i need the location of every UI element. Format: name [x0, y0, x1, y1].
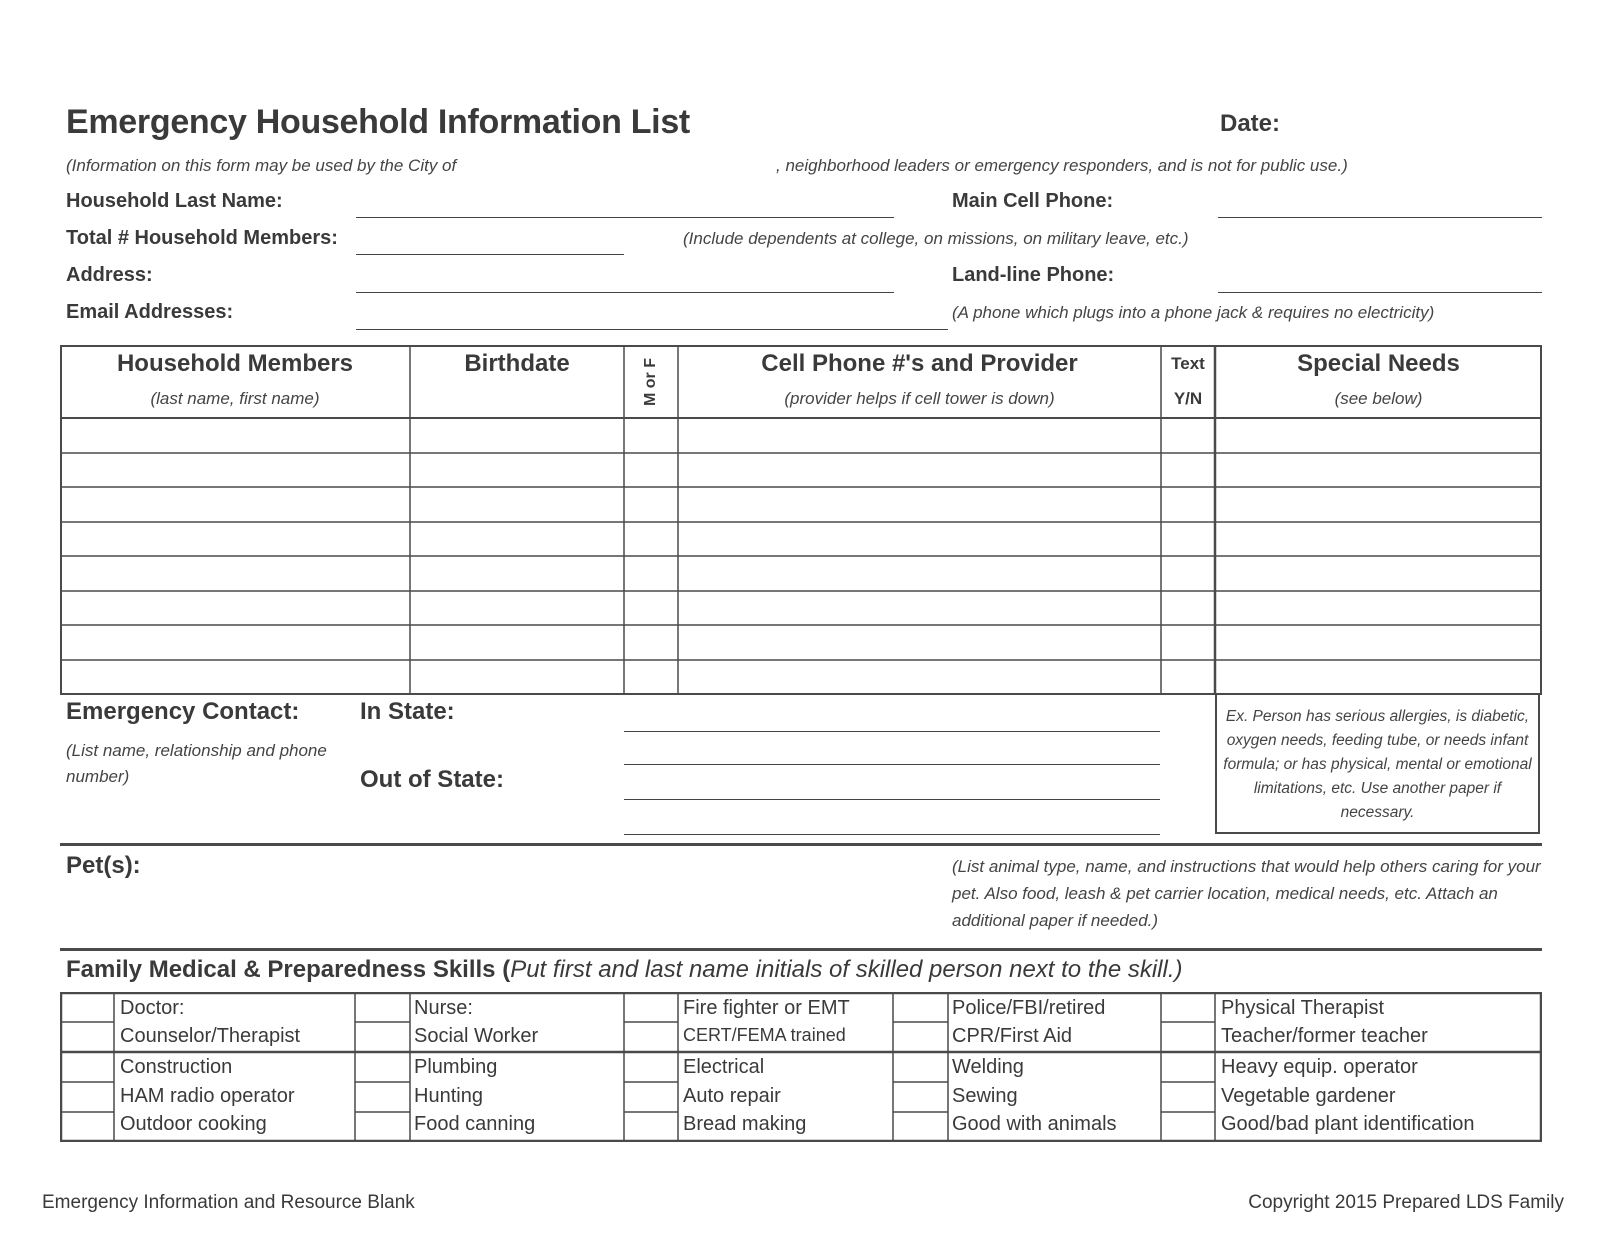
last-name-label: Household Last Name:: [66, 190, 283, 212]
skill-plant-id: Good/bad plant identification: [1221, 1113, 1475, 1135]
special-needs-example: Ex. Person has serious allergies, is diabetic, oxygen needs, feeding tube, or needs infant formula; or has physical, mental or emotional limitations, etc. Use another paper if necessary.: [1223, 708, 1532, 821]
pets-divider: [60, 843, 1542, 846]
skills-heading-paren: (: [502, 956, 511, 983]
footer-left: Emergency Information and Resource Blank: [42, 1192, 415, 1213]
col-birthdate-header: Birthdate: [464, 350, 570, 377]
usage-note-left: (Information on this form may be used by the City of: [66, 156, 457, 175]
skill-animals: Good with animals: [952, 1113, 1117, 1135]
skill-auto-repair: Auto repair: [683, 1085, 781, 1107]
pets-note: (List animal type, name, and instructions that would help others caring for your pet. Also food, leash & pet carrier location, medical needs, etc. Attach an additional paper if needed.): [952, 857, 1541, 930]
email-label: Email Addresses:: [66, 301, 234, 323]
address-label: Address:: [66, 264, 153, 286]
total-members-label: Total # Household Members:: [66, 227, 338, 249]
address-line[interactable]: [356, 292, 894, 293]
skill-nurse: Nurse:: [414, 997, 473, 1019]
skill-firefighter: Fire fighter or EMT: [683, 997, 850, 1019]
skill-heavy-equip: Heavy equip. operator: [1221, 1056, 1418, 1078]
landline-line[interactable]: [1218, 292, 1542, 293]
usage-note-right: , neighborhood leaders or emergency responders, and is not for public use.): [776, 156, 1348, 175]
skill-teacher: Teacher/former teacher: [1221, 1025, 1428, 1047]
page-title: Emergency Household Information List: [66, 103, 690, 141]
skill-counselor: Counselor/Therapist: [120, 1025, 301, 1047]
skill-physical-therapist: Physical Therapist: [1221, 997, 1385, 1019]
col-cell-header: Cell Phone #'s and Provider: [761, 350, 1078, 377]
col-mf-header: M or F: [642, 358, 659, 406]
skill-hunting: Hunting: [414, 1085, 483, 1107]
landline-label: Land-line Phone:: [952, 264, 1115, 286]
in-state-label: In State:: [360, 698, 455, 725]
in-state-line-1[interactable]: [624, 731, 1160, 732]
skill-doctor: Doctor:: [120, 997, 185, 1019]
skills-divider: [60, 948, 1542, 951]
date-label: Date:: [1220, 110, 1281, 137]
footer-copyright: Copyright 2015 Prepared LDS Family: [1248, 1192, 1564, 1213]
skill-checkbox[interactable]: [61, 993, 114, 1022]
pets-label: Pet(s):: [66, 852, 141, 879]
in-state-line-2[interactable]: [624, 764, 1160, 765]
skill-plumbing: Plumbing: [414, 1056, 498, 1078]
emergency-contact-note: (List name, relationship and phone number): [66, 741, 327, 786]
skill-welding: Welding: [952, 1056, 1024, 1078]
skill-ham-radio: HAM radio operator: [120, 1085, 295, 1107]
special-needs-box: [1215, 695, 1540, 834]
skills-heading-title: Family Medical & Preparedness Skills: [66, 956, 496, 983]
skill-police: Police/FBI/retired: [952, 997, 1106, 1019]
skills-heading-note: Put first and last name initials of skilled person next to the skill.): [510, 956, 1183, 983]
skill-social-worker: Social Worker: [414, 1025, 539, 1047]
skill-electrical: Electrical: [683, 1056, 765, 1078]
skill-food-canning: Food canning: [414, 1113, 536, 1135]
skill-outdoor-cooking: Outdoor cooking: [120, 1113, 267, 1135]
last-name-line[interactable]: [356, 217, 894, 218]
col-text-sub: Y/N: [1173, 389, 1203, 408]
total-members-note: (Include dependents at college, on missions, on military leave, etc.): [683, 229, 1189, 248]
skill-construction: Construction: [120, 1056, 233, 1078]
col-cell-sub: (provider helps if cell tower is down): [784, 389, 1055, 408]
skill-bread-making: Bread making: [683, 1113, 807, 1135]
email-line[interactable]: [356, 329, 948, 330]
total-members-line[interactable]: [356, 254, 624, 255]
out-of-state-label: Out of State:: [360, 766, 504, 793]
main-cell-label: Main Cell Phone:: [952, 190, 1114, 212]
col-members-header: Household Members: [116, 350, 354, 377]
col-text-header: Text: [1171, 354, 1205, 373]
skill-cpr: CPR/First Aid: [952, 1025, 1073, 1047]
skill-cert-fema: CERT/FEMA trained: [683, 1025, 846, 1045]
col-special-header: Special Needs: [1297, 350, 1460, 377]
skill-vegetable-gardener: Vegetable gardener: [1221, 1085, 1396, 1107]
skill-sewing: Sewing: [952, 1085, 1018, 1107]
out-of-state-line-1[interactable]: [624, 799, 1160, 800]
skills-heading: [66, 956, 1183, 984]
out-of-state-line-2[interactable]: [624, 834, 1160, 835]
col-special-sub: (see below): [1334, 389, 1423, 408]
emergency-contact-label: Emergency Contact:: [66, 698, 300, 725]
col-members-sub: (last name, first name): [150, 389, 320, 408]
main-cell-line[interactable]: [1218, 217, 1542, 218]
landline-note: (A phone which plugs into a phone jack & requires no electricity): [952, 303, 1435, 322]
